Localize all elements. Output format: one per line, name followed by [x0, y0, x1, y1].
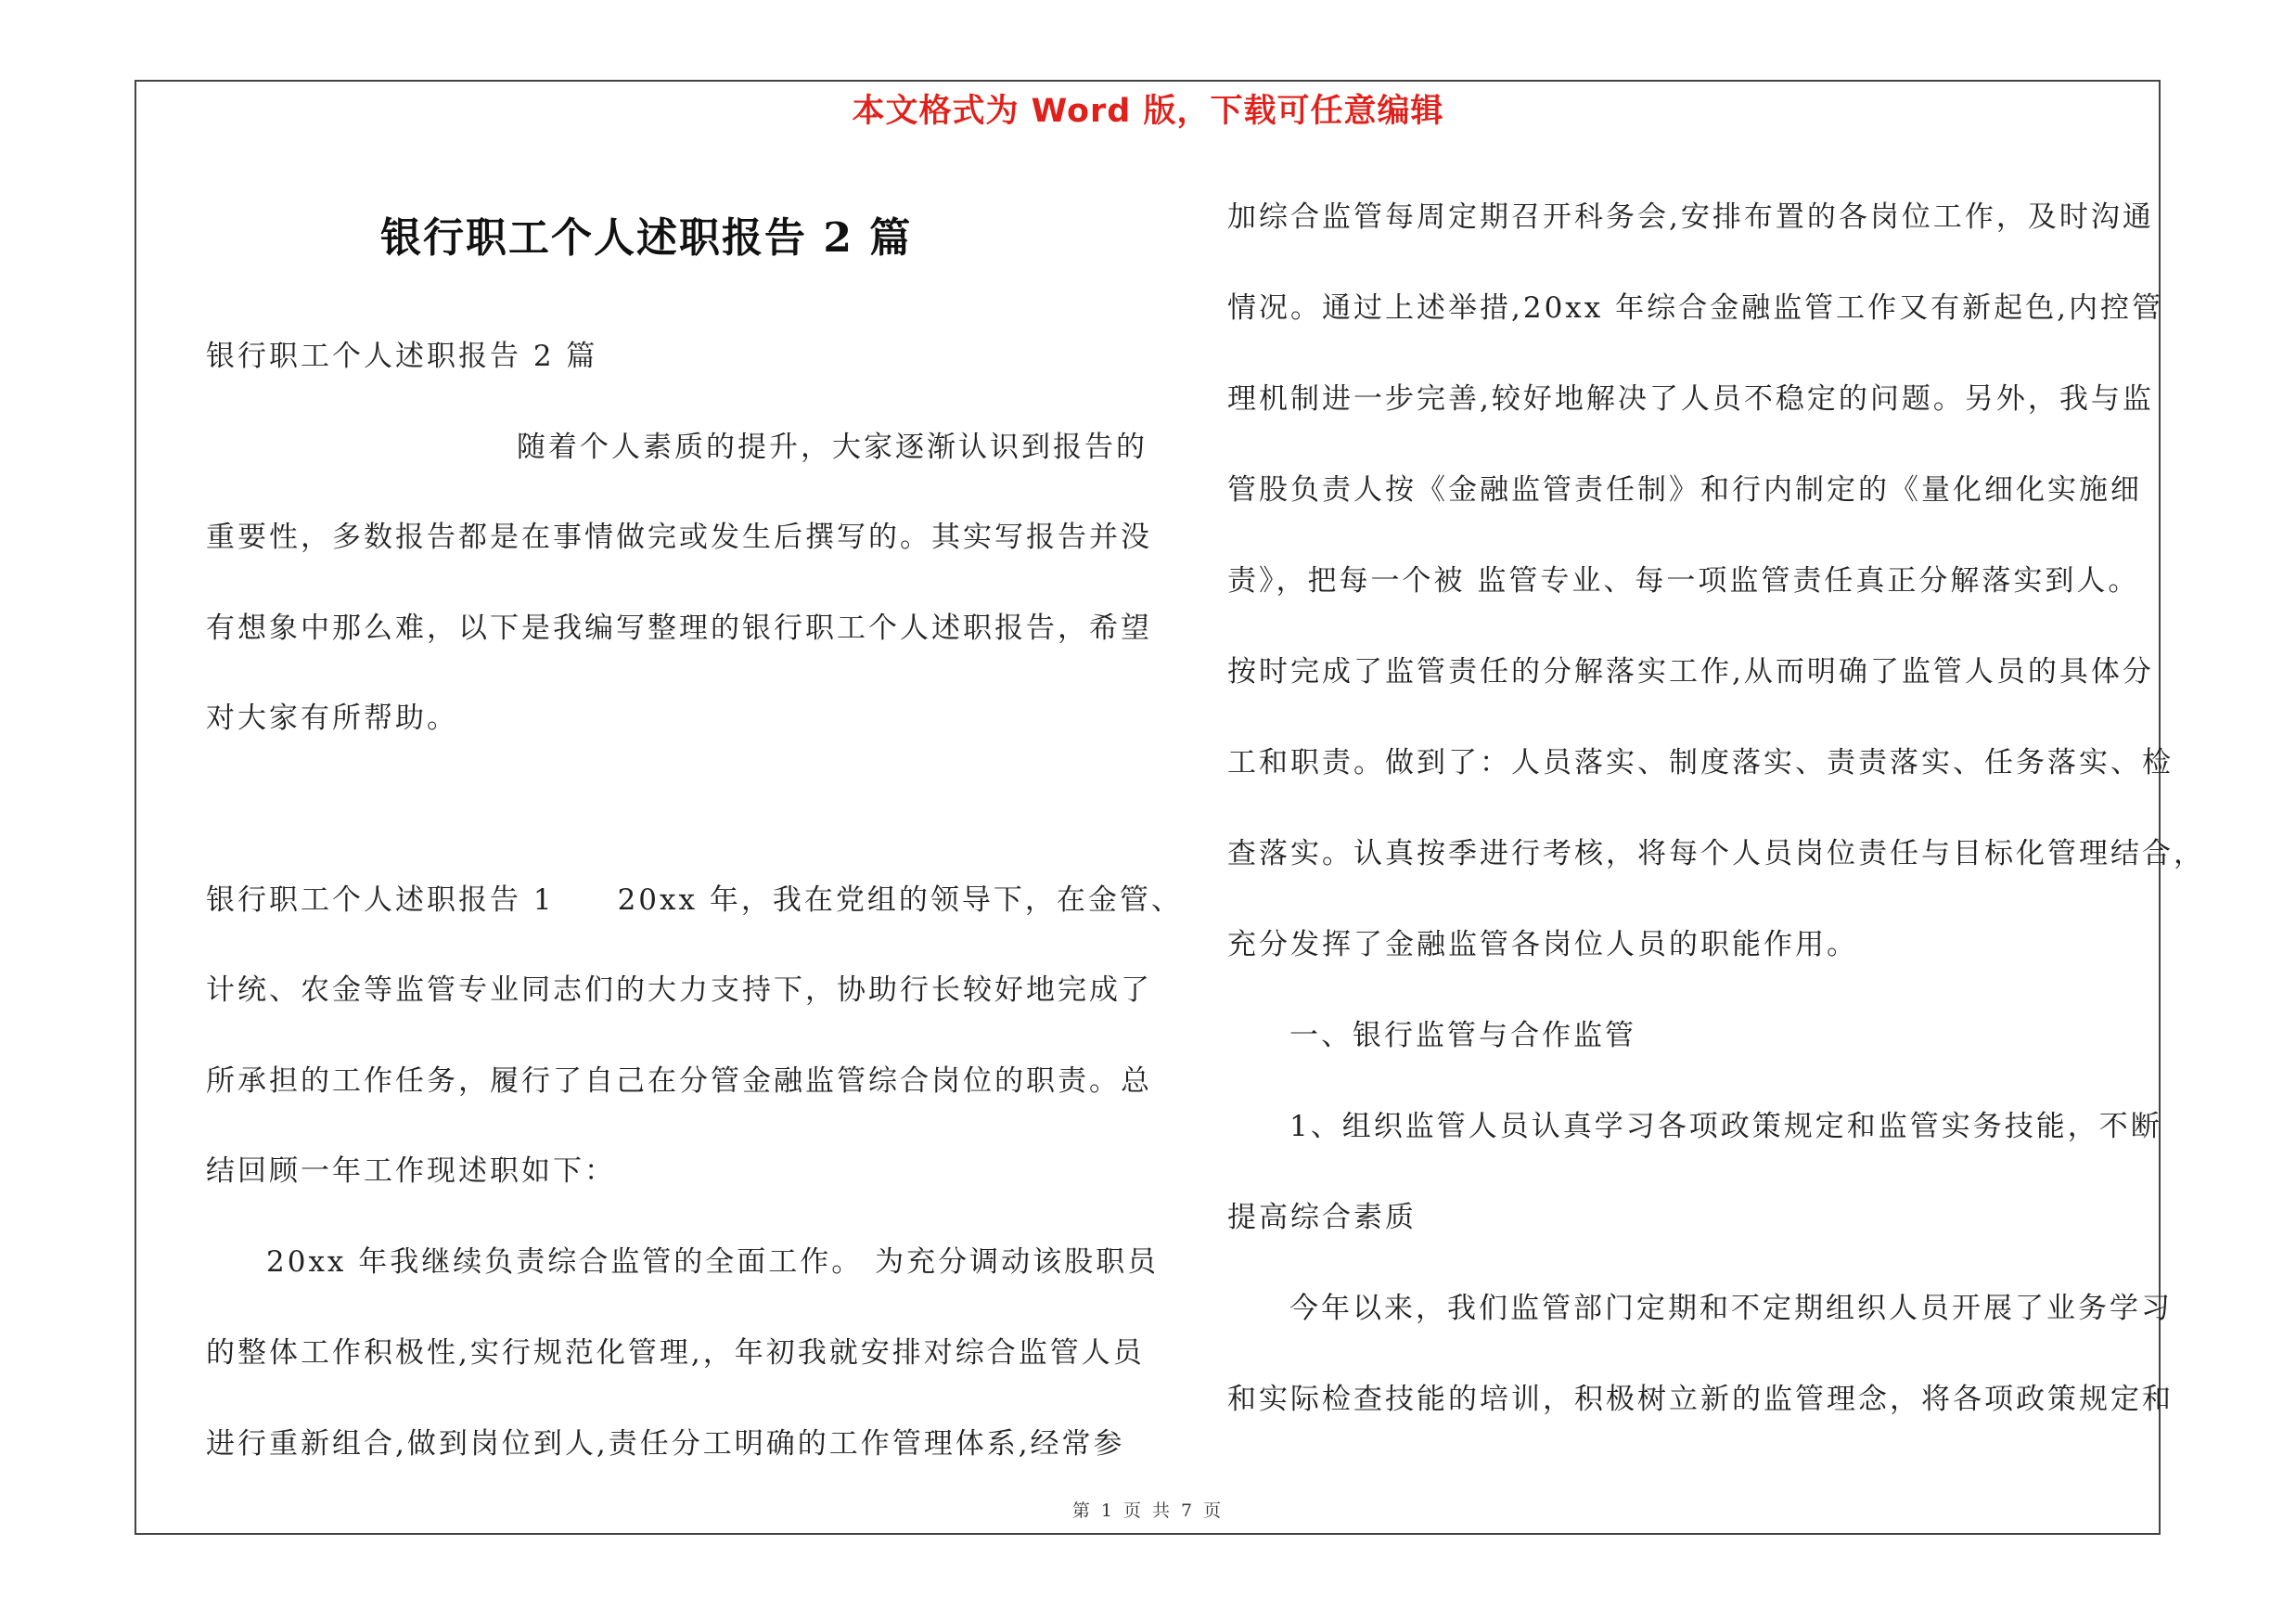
format-banner: 本文格式为 Word 版，下载可任意编辑 — [852, 93, 1444, 130]
right-line-1: 加综合监管每周定期召开科务会,安排布置的各岗位工作，及时沟通 — [1227, 200, 2154, 234]
left-line-4: 有想象中那么难，以下是我编写整理的银行职工个人述职报告，希望 — [206, 612, 1152, 645]
right-line-3: 理机制进一步完善,较好地解决了人员不稳定的问题。另外，我与监 — [1227, 382, 2154, 416]
right-line-13: 今年以来，我们监管部门定期和不定期组织人员开展了业务学习 — [1289, 1292, 2173, 1325]
left-line-1: 银行职工个人述职报告 2 篇 — [206, 340, 598, 373]
right-line-9: 充分发挥了金融监管各岗位人员的职能作用。 — [1227, 928, 1858, 961]
left-line-9: 结回顾一年工作现述职如下： — [206, 1154, 616, 1188]
left-line-12: 进行重新组合,做到岗位到人,责任分工明确的工作管理体系,经常参 — [206, 1427, 1125, 1461]
right-line-14: 和实际检查技能的培训，积极树立新的监管理念，将各项政策规定和 — [1227, 1383, 2174, 1416]
right-line-7: 工和职责。做到了：人员落实、制度落实、责责落实、任务落实、检 — [1227, 746, 2174, 779]
left-line-2: 随着个人素质的提升，大家逐渐认识到报告的 — [517, 431, 1148, 464]
left-line-8: 所承担的工作任务，履行了自己在分管金融监管综合岗位的职责。总 — [206, 1064, 1152, 1098]
left-line-10: 20xx 年我继续负责综合监管的全面工作。 为充分调动该股职员 — [266, 1245, 1160, 1279]
left-line-7: 计统、农金等监管专业同志们的大力支持下，协助行长较好地完成了 — [206, 973, 1152, 1007]
right-line-2: 情况。通过上述举措,20xx 年综合金融监管工作又有新起色,内控管 — [1227, 291, 2163, 325]
document-title: 银行职工个人述职报告 2 篇 — [380, 214, 913, 262]
right-line-4: 管股负责人按《金融监管责任制》和行内制定的《量化细化实施细 — [1227, 473, 2142, 507]
left-line-6: 银行职工个人述职报告 1 20xx 年，我在党组的领导下，在金管、 — [206, 883, 1183, 917]
left-line-5: 对大家有所帮助。 — [206, 702, 458, 735]
right-line-12: 提高综合素质 — [1227, 1201, 1417, 1234]
page-number: 第 1 页 共 7 页 — [1071, 1501, 1225, 1521]
left-line-11: 的整体工作积极性,实行规范化管理,，年初我就安排对综合监管人员 — [206, 1336, 1145, 1370]
right-line-5: 责》，把每一个被 监管专业、每一项监管责任真正分解落实到人。 — [1227, 564, 2140, 598]
right-line-6: 按时完成了监管责任的分解落实工作,从而明确了监管人员的具体分 — [1227, 655, 2154, 689]
right-line-11: 1、组织监管人员认真学习各项政策规定和监管实务技能，不断 — [1289, 1110, 2162, 1143]
right-line-8: 查落实。认真按季进行考核，将每个人员岗位责任与目标化管理结合， — [1227, 837, 2205, 870]
left-line-3: 重要性，多数报告都是在事情做完或发生后撰写的。其实写报告并没 — [206, 521, 1152, 554]
right-line-10: 一、银行监管与合作监管 — [1289, 1019, 1636, 1052]
